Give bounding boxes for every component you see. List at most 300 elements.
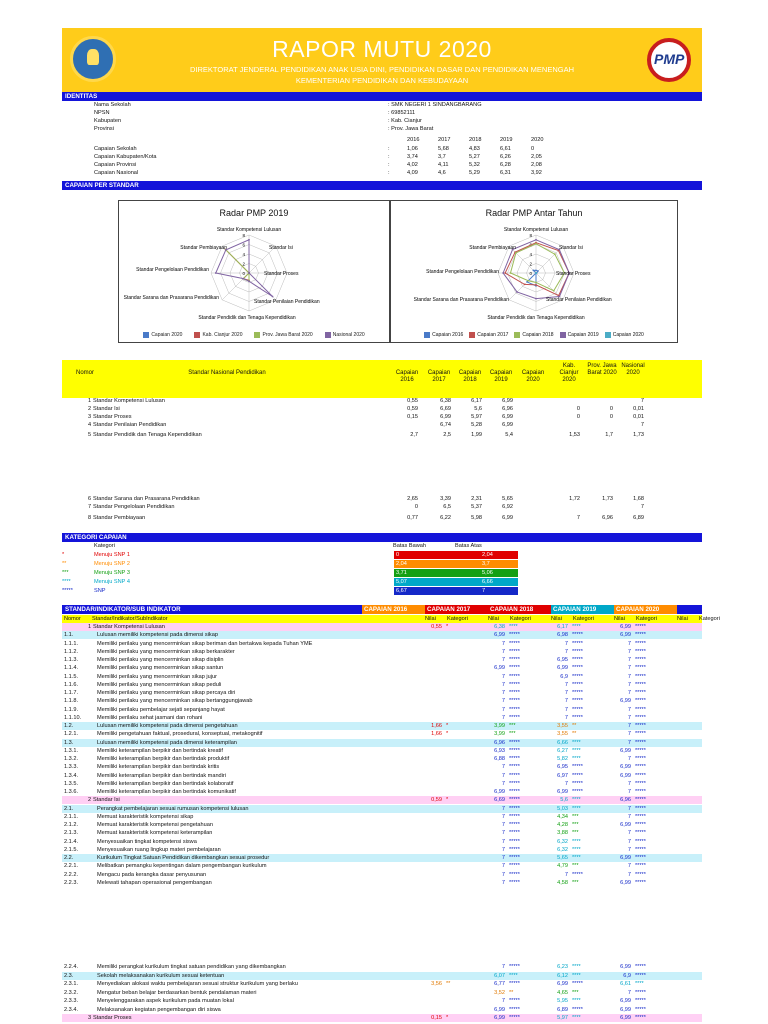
radar-antar-tahun-legend [391, 332, 677, 338]
sis-nilai: 7 [501, 640, 505, 647]
sis-nilai: 4,28 [557, 822, 568, 828]
sis-kategori: ***** [509, 871, 520, 878]
sis-nilai: 0,15 [431, 1015, 442, 1021]
sis-nilai: 7 [627, 648, 631, 655]
sis-kategori: ***** [572, 698, 583, 705]
sis-nilai: 6,96 [620, 797, 631, 804]
capaian-colon: : [388, 146, 390, 152]
sis-nilai: 7 [627, 756, 631, 762]
radar-point [510, 272, 512, 274]
sis-name: Memiliki perilaku yang mencerminkan sikap percaya diri [97, 690, 236, 696]
standar-value: 6,22 [440, 515, 451, 521]
year-label: 2018 [469, 137, 482, 143]
sis-number: 2.2.4. [64, 964, 78, 970]
sis-kategori: ***** [635, 714, 646, 721]
sis-nilai: 7 [627, 723, 631, 729]
sis-nilai: 7 [627, 681, 631, 688]
sis-col-kategori: Kategori [699, 616, 720, 622]
standar-row [62, 495, 702, 503]
sis-row [62, 664, 702, 672]
standar-value: 2,5 [443, 432, 451, 438]
sis-nilai: 7 [627, 657, 631, 663]
sis-name: Memiliki keterampilan berpikir dan bertindak mandiri [97, 772, 227, 779]
sis-nilai: 7 [501, 764, 505, 771]
sis-row [62, 623, 702, 631]
kategori-name: SNP [94, 588, 106, 594]
capaian-per-standar-bar: CAPAIAN PER STANDAR [62, 181, 702, 190]
capaian-value: 3,92 [531, 170, 542, 176]
sis-kategori: ***** [635, 648, 646, 655]
sis-nilai: 7 [627, 989, 631, 996]
sis-kategori: ***** [509, 665, 520, 672]
standar-column-header: Capaian 2016 [395, 370, 419, 383]
sis-kategori: *** [572, 830, 579, 837]
standar-value: 5,37 [471, 504, 482, 510]
standar-value: 6,89 [633, 515, 644, 521]
sis-kategori: **** [572, 846, 581, 853]
sis-kategori: ***** [509, 747, 520, 754]
sis-row [62, 989, 702, 997]
radar-point [272, 296, 274, 298]
standar-row [62, 514, 702, 522]
sis-number: 3 [88, 1015, 92, 1021]
capaian-year-header: CAPAIAN 2018 [488, 605, 551, 614]
sis-kategori: ***** [635, 879, 646, 886]
sis-nilai: 6,99 [620, 698, 631, 705]
standar-value: 6,17 [471, 398, 482, 404]
sis-kategori: ***** [572, 1006, 583, 1013]
sis-number: 1.1. [64, 632, 74, 639]
sis-nilai: 5,97 [557, 1015, 568, 1021]
sis-kategori: ***** [635, 871, 646, 878]
sis-kategori: ***** [572, 789, 583, 795]
report-header [62, 28, 702, 92]
sis-kategori: *** [509, 731, 516, 738]
sis-name: Menyediakan alokasi waktu pembelajaran sesuai struktur kurikulum yang berlaku [97, 981, 298, 987]
capaian-value: 2,08 [531, 162, 542, 168]
sis-nilai: 7 [501, 706, 505, 713]
standar-value: 5,28 [471, 422, 482, 428]
sis-col-nilai: Nilai [425, 616, 436, 622]
sis-kategori: **** [572, 756, 581, 762]
legend-item: Capaian 2020 [143, 332, 182, 338]
radar-point [524, 283, 526, 285]
sis-row [62, 689, 702, 697]
radar-chart-antar-tahun [390, 200, 678, 343]
radar-category-label: Standar Pengelolaan Pendidikan [426, 269, 499, 275]
year-header-row [62, 136, 702, 144]
sis-nilai: 7 [627, 805, 631, 812]
sis-kategori: ***** [635, 731, 646, 738]
sis-kategori: ***** [509, 698, 520, 705]
year-label: 2019 [500, 137, 513, 143]
sis-nilai: 7 [564, 648, 568, 655]
sis-nilai: 7 [501, 657, 505, 663]
legend-item: Capaian 2020 [605, 332, 644, 338]
sis-nilai: 6,99 [494, 789, 505, 795]
standar-value: 7 [576, 515, 580, 521]
sis-nilai: 6,98 [557, 632, 568, 639]
sis-nilai: 0,59 [431, 797, 442, 804]
sis-nilai: 3,52 [494, 989, 505, 996]
sis-nilai: 7 [501, 838, 505, 845]
sis-row [62, 681, 702, 689]
sis-kategori: **** [572, 805, 581, 812]
standar-value: 7 [640, 504, 644, 510]
sis-name: Memiliki perilaku yang mencerminkan sikap beriman dan bertakwa kepada Tuhan YME [97, 640, 313, 647]
kategori-col: Kategori [94, 543, 115, 549]
sis-row [62, 697, 702, 705]
sis-kategori: ***** [635, 805, 646, 812]
sis-nilai: 7 [501, 830, 505, 837]
sis-nilai: 7 [501, 813, 505, 820]
standar-value: 6,92 [502, 504, 513, 510]
radar-tick-label: 0 [242, 271, 245, 276]
sis-kategori: ***** [635, 822, 646, 828]
sis-kategori: ***** [509, 780, 520, 787]
radar-point [535, 298, 537, 300]
sis-nilai: 7 [501, 822, 505, 828]
sis-kategori: ***** [509, 690, 520, 696]
sis-number: 1.1.1. [64, 640, 78, 647]
sis-kategori: ***** [572, 673, 583, 680]
capaian-value: 5,68 [438, 146, 449, 152]
sis-nilai: 7 [501, 863, 505, 870]
identitas-row [62, 117, 702, 125]
sis-nilai: 7 [564, 640, 568, 647]
radar-point [535, 269, 537, 271]
sis-nilai: 6,17 [557, 624, 568, 630]
radar-tick-label: 4 [529, 252, 532, 257]
sis-nilai: 6,99 [620, 998, 631, 1004]
radar-category-label: Standar Sarana dan Prasarana Pendidikan [123, 295, 219, 301]
sis-number: 1.3. [64, 739, 74, 746]
sis-kategori: ***** [635, 681, 646, 688]
sis-kategori: ***** [509, 673, 520, 680]
sis-kategori: * [446, 1015, 449, 1021]
sis-kategori: ***** [572, 981, 583, 987]
radar-chart-2019 [118, 200, 390, 343]
sis-nilai: 7 [627, 706, 631, 713]
sis-row [62, 730, 702, 738]
sis-row [62, 879, 702, 887]
sis-kategori: ***** [509, 640, 520, 647]
standar-number: 7 [88, 504, 92, 510]
standar-column-header: Capaian 2019 [489, 370, 513, 383]
kategori-min: 5,07 [396, 579, 407, 585]
sis-row [62, 1006, 702, 1014]
sis-nilai: 6,77 [494, 981, 505, 987]
sis-col-kategori: Kategori [510, 616, 531, 622]
sis-kategori: ***** [509, 739, 520, 746]
sis-number: 1.1.2. [64, 648, 78, 655]
sis-number: 2.3.1. [64, 981, 78, 987]
kategori-min: 2,04 [396, 561, 407, 567]
sis-nilai: 6,07 [494, 972, 505, 979]
capaian-value: 4,02 [407, 162, 418, 168]
sis-name: Memiliki keterampilan berpikir dan bertindak kritis [97, 764, 220, 771]
pmp-logo-text: PMP [654, 51, 685, 67]
sis-kategori: ***** [635, 657, 646, 663]
sis-number: 1.1.9. [64, 706, 78, 713]
sis-nilai: 7 [501, 964, 505, 970]
sis-kategori: ***** [509, 830, 520, 837]
sis-nilai: 6,99 [620, 964, 631, 970]
sis-kategori: ***** [635, 838, 646, 845]
sis-kategori: ***** [509, 855, 520, 861]
kategori-name: Menuju SNP 4 [94, 579, 130, 585]
sis-nilai: 7 [627, 813, 631, 820]
sis-kategori: *** [572, 989, 579, 996]
sis-name: Lulusan memiliki kompetensi pada dimensi sikap [97, 632, 218, 639]
sis-name: Mengatur beban belajar berdasarkan bentuk pendalaman materi [97, 989, 257, 996]
sis-row [62, 862, 702, 870]
sis-kategori: **** [572, 964, 581, 970]
sis-name: Standar Isi [93, 797, 120, 804]
radar-tick-label: 4 [242, 252, 245, 257]
sis-kategori: ***** [572, 640, 583, 647]
standar-row [62, 503, 702, 511]
sis-number: 1.3.4. [64, 772, 78, 779]
sis-nilai: 7 [627, 780, 631, 787]
standar-number: 1 [88, 398, 92, 404]
sis-number: 1.1.3. [64, 657, 78, 663]
standar-value: 6,99 [502, 422, 513, 428]
sis-nilai: 4,58 [557, 879, 568, 886]
standar-value: 1,68 [633, 496, 644, 502]
sis-name: Memiliki pengetahuan faktual, prosedural, konseptual, metakognitif [97, 731, 263, 738]
sis-kategori: ***** [635, 665, 646, 672]
sis-nilai: 6,99 [494, 1015, 505, 1021]
sis-kategori: ***** [635, 797, 646, 804]
standar-value: 2,31 [471, 496, 482, 502]
standar-value: 3,39 [440, 496, 451, 502]
sis-kategori: ***** [635, 964, 646, 970]
sis-kategori: **** [572, 1015, 581, 1021]
sis-kategori: ***** [635, 998, 646, 1004]
sis-kategori: * [446, 797, 449, 804]
legend-item: Nasional 2020 [325, 332, 365, 338]
kategori-stars: *** [62, 570, 69, 576]
standar-number: 6 [88, 496, 92, 502]
radar-category-label: Standar Penilaian Pendidikan [254, 299, 320, 305]
kategori-max: 5,06 [482, 570, 493, 576]
sis-row [62, 673, 702, 681]
radar-point [215, 272, 217, 274]
sis-kategori: ***** [635, 989, 646, 996]
sis-kategori: *** [572, 813, 579, 820]
sis-kategori: ***** [509, 1015, 520, 1021]
sis-kategori: ***** [509, 756, 520, 762]
sis-col-nilai: Nilai [488, 616, 499, 622]
sis-kategori: **** [509, 624, 518, 630]
standar-value: 0,55 [407, 398, 418, 404]
standar-value: 6,99 [502, 398, 513, 404]
sis-number: 2.2.1. [64, 863, 78, 870]
sis-nilai: 7 [501, 871, 505, 878]
capaian-value: 5,32 [469, 162, 480, 168]
radar-category-label: Standar Penilaian Pendidikan [546, 297, 612, 303]
sis-row [62, 829, 702, 837]
standar-value: 5,65 [502, 496, 513, 502]
sis-nilai: 6,27 [557, 747, 568, 754]
sis-row [62, 747, 702, 755]
standar-value: 5,97 [471, 414, 482, 420]
sis-name: Mengacu pada kerangka dasar penyusunan [97, 871, 207, 878]
identitas-label: NPSN [94, 110, 110, 116]
sis-nilai: 6,12 [557, 972, 568, 979]
sis-nilai: 6,99 [557, 981, 568, 987]
sis-name: Lulusan memiliki kompetensi pada dimensi keterampilan [97, 739, 237, 746]
sis-kategori: ***** [509, 805, 520, 812]
ministry-name: KEMENTERIAN PENDIDIKAN DAN KEBUDAYAAN [295, 76, 469, 85]
sis-nilai: 6,93 [494, 747, 505, 754]
sis-nilai: 7 [627, 665, 631, 672]
radar-tick-label: 2 [242, 261, 245, 267]
standar-value: 2,65 [407, 496, 418, 502]
kategori-min: 0 [396, 552, 400, 558]
sis-name: Memiliki perilaku yang mencerminkan sikap peduli [97, 681, 222, 688]
sis-col-kategori: Kategori [573, 616, 594, 622]
sis-nilai: 7 [627, 690, 631, 696]
capaian-label: Capaian Provinsi [94, 162, 137, 168]
identitas-row [62, 109, 702, 117]
sis-number: 2.3.3. [64, 998, 78, 1004]
kategori-row [62, 560, 702, 568]
sis-kategori: ***** [572, 706, 583, 713]
kategori-max: 3,7 [482, 561, 490, 567]
sis-number: 1.1.10. [64, 714, 82, 721]
sis-name: Kurikulum Tingkat Satuan Pendidikan dikembangkan sesuai prosedur [97, 855, 270, 861]
sis-number: 2 [88, 797, 92, 804]
sis-name: Memiliki keterampilan berpikir dan bertindak kreatif [97, 747, 223, 754]
sis-number: 1.1.5. [64, 673, 78, 680]
sis-row [62, 854, 702, 862]
sis-nilai: 6,38 [494, 624, 505, 630]
standar-column-header: Prov. Jawa Barat 2020 [587, 363, 617, 376]
sis-kategori: ***** [509, 964, 520, 970]
sis-row [62, 656, 702, 664]
kategori-stars: * [62, 552, 65, 558]
radar-category-label: Standar Isi [559, 245, 583, 251]
capaian-label: Capaian Sekolah [94, 146, 137, 152]
capaian-value: 3,74 [407, 154, 418, 160]
standar-row [62, 413, 702, 421]
capaian-row [62, 145, 702, 153]
standar-value: 1,73 [633, 432, 644, 438]
sis-kategori: **** [572, 998, 581, 1004]
legend-item: Capaian 2016 [424, 332, 463, 338]
standar-value: 0,59 [407, 406, 418, 412]
sis-number: 1.3.3. [64, 764, 78, 771]
sis-nilai: 7 [564, 698, 568, 705]
sis-nilai: 7 [564, 780, 568, 787]
sis-nilai: 7 [501, 690, 505, 696]
sis-kategori: ***** [635, 855, 646, 861]
sis-kategori: ***** [509, 822, 520, 828]
year-label: 2020 [531, 137, 544, 143]
standar-value: 0 [414, 504, 418, 510]
radar-point [504, 272, 506, 274]
sis-kategori: **** [572, 797, 581, 804]
sis-kategori: ***** [635, 863, 646, 870]
sis-row [62, 805, 702, 813]
sis-row [62, 739, 702, 747]
kategori-row [62, 587, 702, 595]
sis-nilai: 7 [627, 640, 631, 647]
kategori-stars: **** [62, 579, 71, 585]
sis-number: 2.2. [64, 855, 74, 861]
sis-nilai: 7 [564, 706, 568, 713]
radar-point [502, 272, 504, 274]
kategori-color-band [394, 560, 518, 568]
standar-number: 8 [88, 515, 92, 521]
standar-value: 6,96 [602, 515, 613, 521]
sis-col: Nomor [64, 616, 81, 622]
sis-kategori: ***** [635, 739, 646, 746]
standar-row [62, 405, 702, 413]
sis-nilai: 6,32 [557, 838, 568, 845]
capaian-value: 6,61 [500, 146, 511, 152]
sis-number: 2.2.3. [64, 879, 78, 886]
sis-row [62, 714, 702, 722]
sis-kategori: ***** [572, 871, 583, 878]
capaian-value: 1,06 [407, 146, 418, 152]
sis-row [62, 722, 702, 730]
sis-nilai: 7 [501, 648, 505, 655]
standar-name: Standar Pendidik dan Tenaga Kependidikan [93, 432, 202, 438]
sis-nilai: 6,99 [557, 665, 568, 672]
sis-kategori: ** [446, 981, 451, 987]
legend-item: Prov. Jawa Barat 2020 [254, 332, 312, 338]
kategori-color-band [394, 587, 518, 595]
sis-name: Memiliki perilaku yang mencerminkan sikap santun [97, 665, 224, 672]
standar-value: 0,77 [407, 515, 418, 521]
sis-name: Sekolah melaksanakan kurikulum sesuai ketentuan [97, 972, 225, 979]
sis-name: Memiliki perilaku yang mencerminkan sikap jujur [97, 673, 218, 680]
sis-name: Memiliki perilaku yang mencerminkan sikap bertanggungjawab [97, 698, 253, 705]
radar-point [527, 280, 529, 282]
sis-kategori: ** [572, 731, 577, 738]
kategori-max: 7 [482, 588, 486, 594]
standar-name: Standar Isi [93, 406, 120, 412]
sis-kategori: **** [509, 972, 518, 979]
sis-nilai: 6,99 [620, 747, 631, 754]
year-label: 2016 [407, 137, 420, 143]
sis-name: Memuat karakteristik kompetensi sikap [97, 813, 194, 820]
capaian-colon: : [388, 154, 390, 160]
sis-name: Menyelenggarakan aspek kurikulum pada muatan lokal [97, 998, 234, 1004]
sis-kategori: ***** [635, 780, 646, 787]
sis-nilai: 6,66 [557, 739, 568, 746]
pmp-logo-icon [647, 38, 691, 82]
sis-number: 2.3.2. [64, 989, 78, 996]
sis-col: Standar/Indikator/SubIndikator [92, 616, 168, 622]
sis-nilai: 6,95 [557, 657, 568, 663]
sis-row [62, 813, 702, 821]
sis-nilai: 3,55 [557, 731, 568, 738]
sis-nilai: 7 [627, 871, 631, 878]
sis-kategori: ***** [635, 830, 646, 837]
kategori-name: Menuju SNP 2 [94, 561, 130, 567]
sis-kategori: ***** [509, 838, 520, 845]
sis-nilai: 6,99 [620, 632, 631, 639]
sis-kategori: **** [572, 624, 581, 630]
kategori-row [62, 578, 702, 586]
sis-nilai: 0,55 [431, 624, 442, 630]
sis-kategori: *** [572, 863, 579, 870]
standar-column-header: Standar Nasional Pendidikan [188, 370, 266, 376]
